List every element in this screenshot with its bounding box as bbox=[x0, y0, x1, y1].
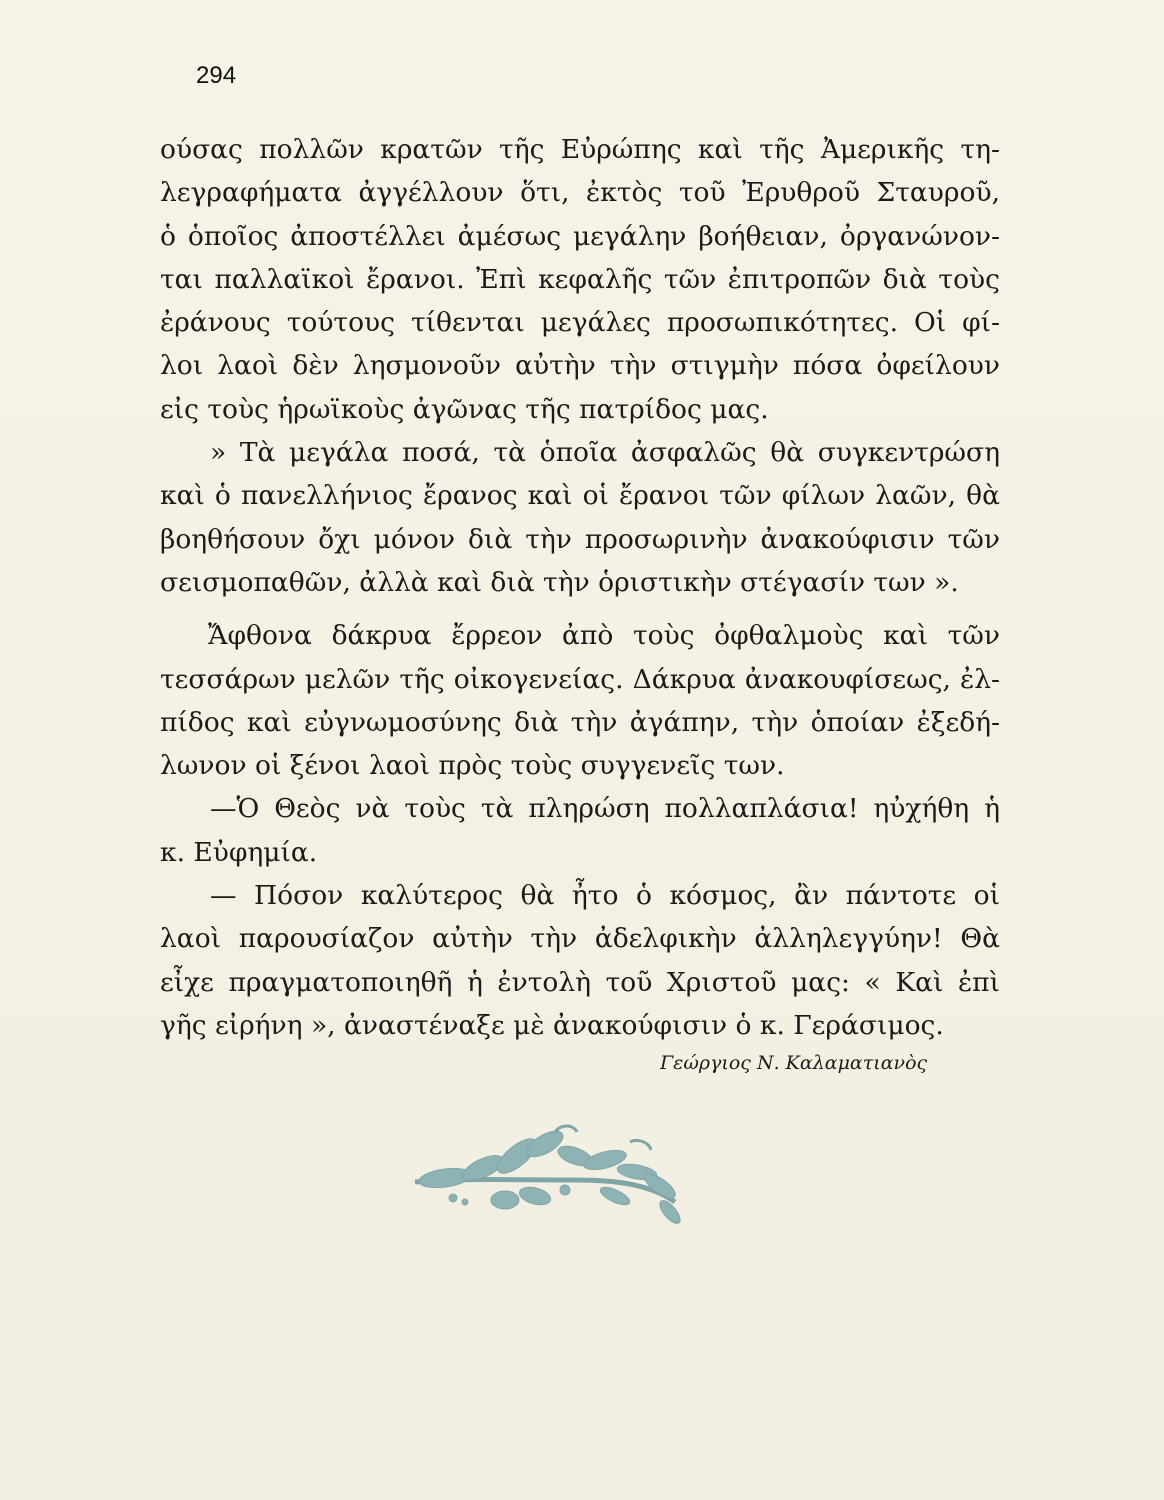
text-line: » Τὰ μεγάλα ποσά, τὰ ὁποῖα ἀσφαλῶς θὰ συγκεντρώση bbox=[210, 437, 1000, 469]
text-line: ται παλλαϊκοὶ ἔρανοι. Ἐπὶ κεφαλῆς τῶν ἐπιτροπῶν διὰ τοὺς bbox=[160, 263, 1000, 295]
olive-branch-ornament-icon bbox=[405, 1120, 705, 1230]
text-line: πίδος καὶ εὐγνωμοσύνης διὰ τὴν ἀγάπην, τὴν ὁποίαν ἐξεδή- bbox=[160, 706, 1000, 738]
text-line: εἰς τοὺς ἡρωϊκοὺς ἀγῶνας τῆς πατρίδος μας. bbox=[160, 393, 769, 425]
text-line: λωνον οἱ ξένοι λαοὶ πρὸς τοὺς συγγενεῖς των. bbox=[160, 750, 785, 782]
text-line: βοηθήσουν ὄχι μόνον διὰ τὴν προσωρινὴν ἀνακούφισιν τῶν bbox=[160, 523, 1000, 555]
text-line: Ἄφθονα δάκρυα ἔρρεον ἀπὸ τοὺς ὀφθαλμοὺς καὶ τῶν bbox=[208, 620, 1000, 652]
text-line: κ. Εὐφημία. bbox=[160, 836, 318, 868]
text-line: ούσας πολλῶν κρατῶν τῆς Εὐρώπης καὶ τῆς Ἀμερικῆς τη- bbox=[160, 134, 1000, 165]
text-line: καὶ ὁ πανελλήνιος ἔρανος καὶ οἱ ἔρανοι τῶν φίλων λαῶν, θὰ bbox=[160, 480, 1000, 512]
author-signature: Γεώργιος Ν. Καλαματιανὸς bbox=[660, 1052, 928, 1074]
text-line: γῆς εἰρήνη », ἀναστέναξε μὲ ἀνακούφισιν ὁ κ. Γεράσιμος. bbox=[160, 1009, 944, 1041]
text-line: λαοὶ παρουσίαζον αὐτὴν τὴν ἀδελφικὴν ἀλληλεγγύην! Θὰ bbox=[160, 923, 1000, 955]
text-line: λεγραφήματα ἀγγέλλουν ὅτι, ἐκτὸς τοῦ Ἐρυθροῦ Σταυροῦ, bbox=[160, 177, 1000, 209]
text-line: λοι λαοὶ δὲν λησμονοῦν αὐτὴν τὴν στιγμὴν πόσα ὀφείλουν bbox=[160, 350, 1000, 382]
text-line: εἶχε πραγματοποιηθῆ ἡ ἐντολὴ τοῦ Χριστοῦ μας: « Καὶ ἐπὶ bbox=[160, 966, 1000, 998]
text-line: ὁ ὁποῖος ἀποστέλλει ἀμέσως μεγάλην βοήθειαν, ὀργανώνον- bbox=[160, 220, 1000, 252]
body-text bbox=[160, 128, 1000, 1047]
text-line: σεισμοπαθῶν, ἀλλὰ καὶ διὰ τὴν ὁριστικὴν στέγασίν των ». bbox=[160, 566, 959, 598]
text-line: —Ὁ Θεὸς νὰ τοὺς τὰ πληρώση πολλαπλάσια! ηὐχήθη ἡ bbox=[210, 793, 1000, 825]
text-line: — Πόσον καλύτερος θὰ ἦτο ὁ κόσμος, ἂν πάντοτε οἱ bbox=[210, 880, 1000, 912]
text-line: τεσσάρων μελῶν τῆς οἰκογενείας. Δάκρυα ἀνακουφίσεως, ἐλ- bbox=[160, 663, 1000, 695]
page-number: 294 bbox=[196, 62, 237, 89]
text-line: ἐράνους τούτους τίθενται μεγάλες προσωπικότητες. Οἱ φί- bbox=[160, 307, 1000, 339]
